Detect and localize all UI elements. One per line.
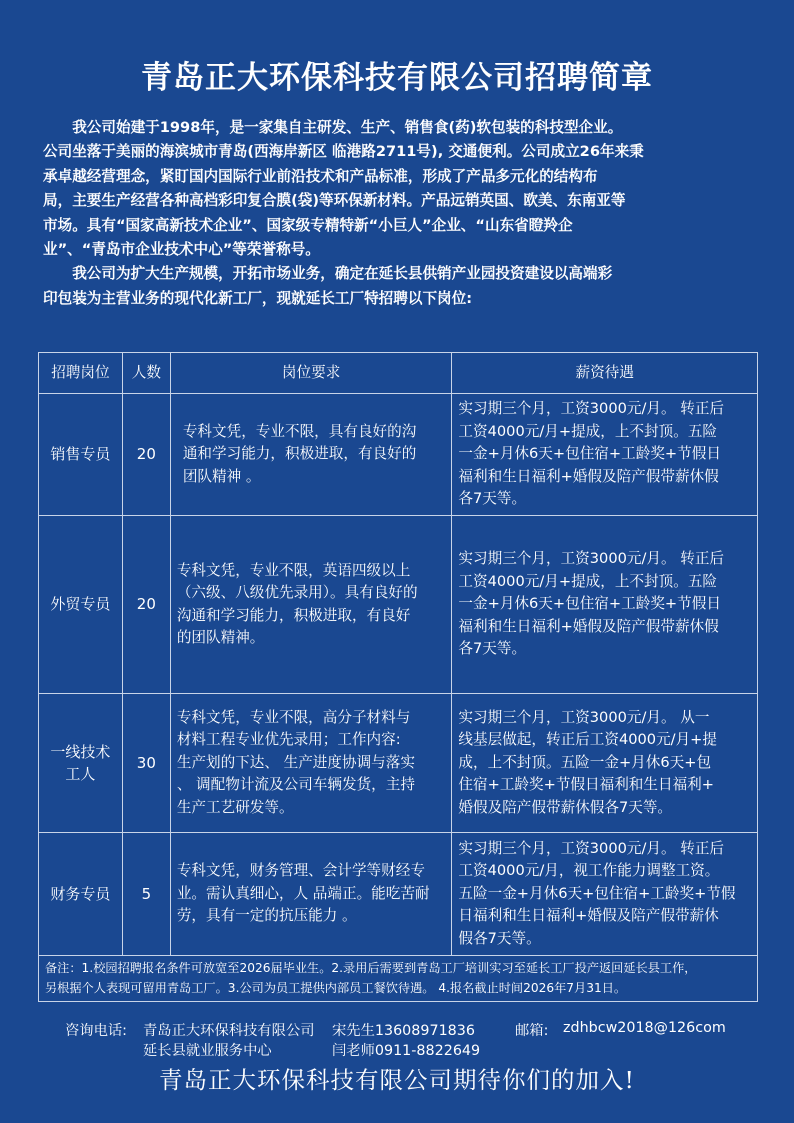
email-address[interactable]: zdhbcw2018@126com bbox=[563, 1020, 726, 1036]
requirements-cell: 专科文凭，专业不限，高分子材料与 材料工程专业优先录用；工作内容: 生产划的下达、 生产进度协调与落实 、 调配物计流及公司车辆发货，主持 生产工艺研发等。 bbox=[170, 694, 452, 833]
contact-person-1: 宋先生13608971836 bbox=[332, 1023, 475, 1039]
requirements-cell: 专科文凭，专业不限，具有良好的沟 通和学习能力，积极进取，有良好的 团队精神 。 bbox=[170, 394, 452, 516]
header-requirements: 岗位要求 bbox=[170, 353, 452, 394]
table-header-row bbox=[39, 353, 758, 394]
salary-cell: 实习期三个月，工资3000元/月。 转正后 工资4000元/月+提成，上不封顶。五险 一金+月休6天+包住宿+工龄奖+节假日 福利和生日福利+婚假及陪产假带薪休假 各7天等。 bbox=[452, 394, 758, 516]
page-title: 青岛正大环保科技有限公司招聘简章 bbox=[141, 60, 653, 96]
contact-line-1 bbox=[65, 1020, 726, 1040]
table-row bbox=[39, 694, 758, 833]
requirements-cell: 专科文凭，专业不限，英语四级以上 （六级、八级优先录用）。具有良好的 沟通和学习能力，积极进取，有良好 的团队精神。 bbox=[170, 516, 452, 694]
header-position: 招聘岗位 bbox=[39, 353, 123, 394]
contact-org-2: 延长县就业服务中心 bbox=[143, 1043, 272, 1059]
remarks-note: 备注：1.校园招聘报名条件可放宽至2026届毕业生。2.录用后需要到青岛工厂培训实习至延长工厂投产返回延长县工作， 另根据个人表现可留用青岛工厂。3.公司为员工提供内部员工餐饮待遇。 4.报名截止时间2026年7月31日。 bbox=[38, 955, 758, 1002]
salary-cell: 实习期三个月，工资3000元/月。 转正后 工资4000元/月+提成，上不封顶。五险 一金+月休6天+包住宿+工龄奖+节假日 福利和生日福利+婚假及陪产假带薪休假 各7天等。 bbox=[452, 516, 758, 694]
position-cell: 外贸专员 bbox=[39, 516, 123, 694]
salary-cell: 实习期三个月，工资3000元/月。 转正后 工资4000元/月，视工作能力调整工资。 五险一金+月休6天+包住宿+工龄奖+节假 日福利和生日福利+婚假及陪产假带薪休 假各7天等。 bbox=[452, 833, 758, 956]
position-cell: 销售专员 bbox=[39, 394, 123, 516]
contact-label: 咨询电话: bbox=[65, 1023, 128, 1039]
header-count: 人数 bbox=[122, 353, 170, 394]
salary-cell: 实习期三个月，工资3000元/月。 从一 线基层做起，转正后工资4000元/月+提 成，上不封顶。五险一金+月休6天+包 住宿+工龄奖+节假日福利和生日福利+ 婚假及陪产假带薪休假各7天等。 bbox=[452, 694, 758, 833]
contact-person-2: 闫老师0911-8822649 bbox=[332, 1043, 481, 1059]
header-salary: 薪资待遇 bbox=[452, 353, 758, 394]
company-intro: 我公司始建于1998年，是一家集自主研发、生产、销售食(药)软包装的科技型企业。 公司坐落于美丽的海滨城市青岛(西海岸新区 临港路2711号), 交通便利。公司成立26年来秉 承卓越经营理念，紧盯国内国际行业前沿技术和产品标准，形成了产品多元化的结构布 局，主要生产经营各种高档彩印复合膜(袋)等环保新材料。产品远销英国、欧美、东南亚等 市场。具有“国家高新技术企业”、国家级专精特新“小巨人”企业、“山东省瞪羚企 业”、“青岛市企业技术中心”等荣誉称号。 我公司为扩大生产规模，开拓市场业务，确定在延长县供销产业园投资建设以高端彩 印包装为主营业务的现代化新工厂，现就延长工厂特招聘以下岗位: bbox=[43, 119, 644, 307]
count-cell: 5 bbox=[122, 833, 170, 956]
requirements-cell: 专科文凭，财务管理、会计学等财经专 业。需认真细心，人 品端正。能吃苦耐 劳，具有一定的抗压能力 。 bbox=[170, 833, 452, 956]
closing-slogan: 青岛正大环保科技有限公司期待你们的加入! bbox=[159, 1066, 635, 1094]
count-cell: 20 bbox=[122, 394, 170, 516]
count-cell: 20 bbox=[122, 516, 170, 694]
position-cell: 一线技术 工人 bbox=[39, 694, 123, 833]
email-label: 邮箱: bbox=[515, 1023, 549, 1039]
table-row bbox=[39, 394, 758, 516]
contact-org-1: 青岛正大环保科技有限公司 bbox=[143, 1023, 315, 1039]
table-row bbox=[39, 516, 758, 694]
position-cell: 财务专员 bbox=[39, 833, 123, 956]
table-row bbox=[39, 833, 758, 956]
count-cell: 30 bbox=[122, 694, 170, 833]
job-table bbox=[38, 352, 758, 956]
